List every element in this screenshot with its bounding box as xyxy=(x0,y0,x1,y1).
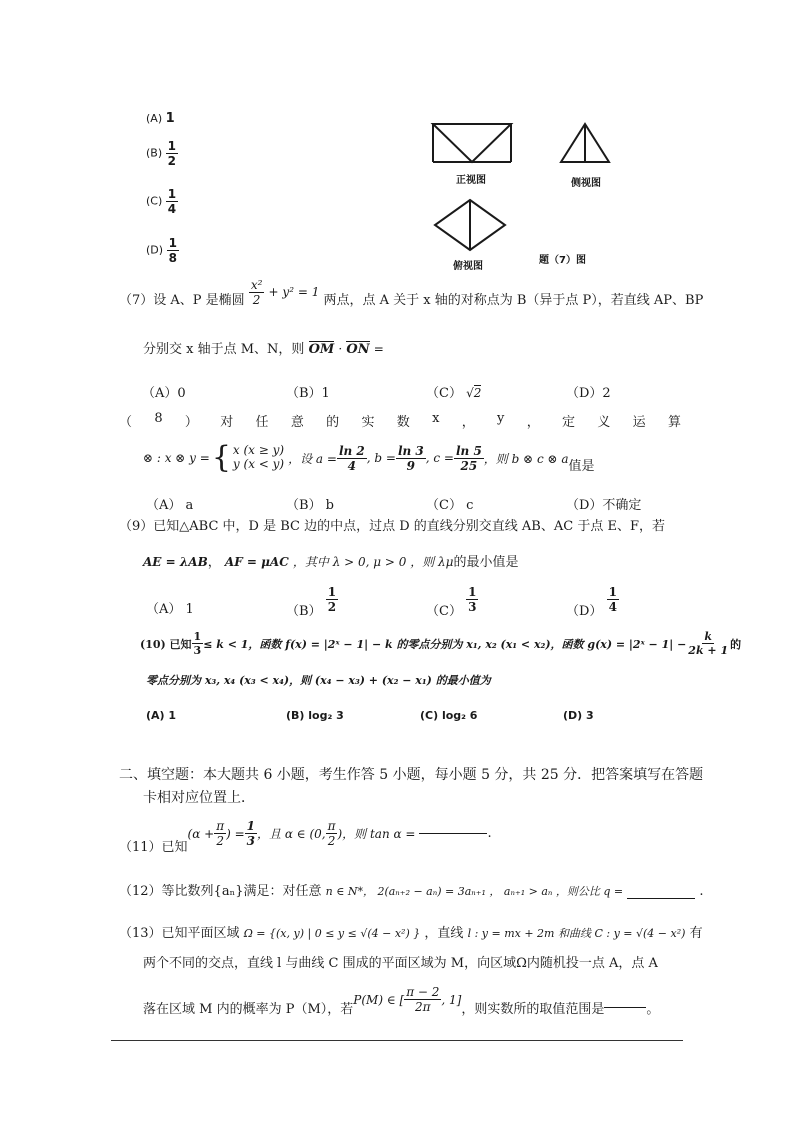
ellipse-rest: + y² = 1 xyxy=(268,285,320,299)
question-13-line3: 落在区域 M 内的概率为 P（M），若 P(M) ∈ [ $\frac{\pi - 2}{2\pi}$ , 1] ，则实数所的取值范围是 。 xyxy=(143,985,660,1017)
q8-option-d: （D）不确定 xyxy=(566,498,642,513)
omega-region: Ω = {(x, y) | 0 ≤ y ≤ √(4 − x²) } xyxy=(243,927,421,940)
question-12: （12）等比数列{aₙ}满足：对任意 n ∈ N*， 2(aₙ₊₂ − aₙ) = 3aₙ₊₁ ， aₙ₊₁ > aₙ ，则公比 q = . xyxy=(119,884,704,899)
question-7-line2 xyxy=(143,338,384,357)
q6-option-c xyxy=(146,188,178,215)
q10-option-c: (C) log₂ 6 xyxy=(420,709,478,722)
q7-line2-prefix: 分别交 x 轴于点 M、N，则 xyxy=(143,342,305,357)
option-label: (C) xyxy=(146,194,163,208)
option-label: (B) xyxy=(146,146,163,160)
left-brace: { xyxy=(211,440,231,475)
section-2-heading: 二、填空题：本大题共 6 小题，考生作答 5 小题，每小题 5 分，共 25 分．把答案填写在答题 xyxy=(119,767,704,783)
footer-rule xyxy=(111,1040,683,1041)
c-fraction: $\frac{\ln 5}{25}$ xyxy=(455,443,482,473)
q8-option-c: （C） c xyxy=(426,498,474,513)
vector-on: ON xyxy=(346,342,370,357)
question-8-stem: （ 8 ） 对 任 意 的 实 数 x ， y ， 定 义 运 算 xyxy=(119,411,681,430)
top-view-shape xyxy=(435,200,505,250)
question-13-line2: 两个不同的交点，直线 l 与曲线 C 围成的平面区域为 M，向区域Ω内随机投一点 A，点 A xyxy=(143,956,658,971)
question-9-line1: （9）已知△ABC 中，D 是 BC 边的中点，过点 D 的直线分别交直线 AB、AC 于点 E、F，若 xyxy=(119,519,665,534)
front-view-label: 正视图 xyxy=(456,175,486,186)
one-third: $\frac{1}{3}$ xyxy=(246,819,256,848)
figure-caption: 题（7）图 xyxy=(539,255,586,266)
option-fraction: $\frac{1}{4}$ xyxy=(608,585,617,614)
operator-definition: ⊗ : x ⊗ y = xyxy=(143,451,210,465)
q7-option-d: （D）2 xyxy=(566,386,611,401)
piecewise-cases: x (x ≥ y) y (x < y) xyxy=(232,443,285,471)
equals-sign: = xyxy=(373,342,384,356)
q9-option-a: （A） 1 xyxy=(146,602,194,617)
q6-option-d xyxy=(146,237,179,264)
sqrt-value: 2 xyxy=(473,386,482,400)
q6-option-b xyxy=(146,140,178,167)
option-fraction: $\frac{1}{2}$ xyxy=(167,139,176,168)
q9-option-b: （B） $\frac{1}{2}$ xyxy=(286,585,337,619)
b-fraction: $\frac{\ln 3}{9}$ xyxy=(397,443,424,473)
side-view-label: 侧视图 xyxy=(571,178,601,189)
section-2-heading-line2: 卡相对应位置上． xyxy=(143,790,255,806)
option-fraction: $\frac{1}{8}$ xyxy=(168,236,177,265)
option-label: (D) xyxy=(146,243,164,257)
question-7 xyxy=(119,278,704,314)
q10-option-b: (B) log₂ 3 xyxy=(286,709,344,722)
question-11: （11）已知 (α + $\frac{\pi}{2}$ ) = $\frac{1}{3}$ ，且 α ∈ (0, $\frac{\pi}{2}$ )，则 tan α = . xyxy=(119,819,492,855)
option-fraction: $\frac{1}{2}$ xyxy=(327,585,337,614)
dot-operator: · xyxy=(338,342,343,356)
option-fraction: $\frac{1}{3}$ xyxy=(468,585,477,614)
side-view-shape xyxy=(561,124,609,162)
ae-relation: AE = λAB xyxy=(143,555,208,569)
question-9-line2: AE = λAB， AF = μAC ，其中 λ > 0, μ > 0 ，则 λμ的最小值是 xyxy=(143,555,519,570)
answer-blank[interactable] xyxy=(419,833,487,834)
top-view-label: 俯视图 xyxy=(453,261,483,272)
q7-option-c: （C） √2 xyxy=(426,386,482,401)
k-lower-fraction: $\frac{1}{3}$ xyxy=(193,630,202,657)
q8-option-a: （A） a xyxy=(146,498,194,513)
q7-option-a: （A）0 xyxy=(142,386,186,401)
sqrt-sign: √ xyxy=(466,386,474,400)
q9-option-d: （D） $\frac{1}{4}$ xyxy=(566,585,617,619)
option-fraction: $\frac{1}{4}$ xyxy=(167,187,177,216)
question-10-line1: (10) 已知 $\frac{1}{3}$ ≤ k < 1，函数 f(x) = |2ˣ − 1| − k 的零点分别为 x₁, x₂ (x₁ < x₂)，函数 g(x) = |2ˣ − 1| − $\frac{k}{2k + 1}$ 的 xyxy=(140,630,742,657)
pi-over-2-upper: $\frac{\pi}{2}$ xyxy=(327,819,336,848)
option-label: (A) xyxy=(146,112,163,125)
pi-over-2: $\frac{\pi}{2}$ xyxy=(216,819,225,848)
answer-blank[interactable] xyxy=(604,1007,646,1008)
g-fraction: $\frac{k}{2k + 1}$ xyxy=(688,630,729,657)
vector-om: OM xyxy=(308,342,335,357)
a-fraction: $\frac{\ln 2}{4}$ xyxy=(338,443,365,473)
q9-option-c: （C） $\frac{1}{3}$ xyxy=(426,585,477,619)
front-view-shape xyxy=(433,124,511,162)
line-and-curve: l : y = mx + 2m 和曲线 C : y = √(4 − x²) xyxy=(467,927,686,940)
q10-option-d: (D) 3 xyxy=(563,709,594,722)
question-8-definition: ⊗ : x ⊗ y = { x (x ≥ y) y (x < y) ，设 a = $\frac{\ln 2}{4}$ , b = $\frac{\ln 3}{9}$ , c = $\frac{\ln 5}{25}$ ，则 b ⊗ c ⊗ a 值是 xyxy=(143,440,595,475)
ellipse-fraction: $\frac{\text{x²}}{2}$ xyxy=(250,278,263,307)
af-relation: AF = μAC xyxy=(224,555,289,569)
q6-option-a xyxy=(146,111,175,126)
probability-fraction: $\frac{\pi - 2}{2\pi}$ xyxy=(406,985,440,1014)
option-value: 1 xyxy=(165,111,175,126)
q8-option-b: （B） b xyxy=(286,498,335,513)
answer-blank[interactable] xyxy=(627,898,695,899)
q7-mid: 两点，点 A 关于 x 轴的对称点为 B（异于点 P），若直线 AP、BP xyxy=(323,293,704,308)
q7-option-b: （B）1 xyxy=(286,386,330,401)
q7-prefix: （7）设 A、P 是椭圆 xyxy=(119,293,245,308)
question-13-line1: （13）已知平面区域 Ω = {(x, y) | 0 ≤ y ≤ √(4 − x²) } ，直线 l : y = mx + 2m 和曲线 C : y = √(4 − x²) 有 xyxy=(119,926,703,941)
q8-tail: 值是 xyxy=(568,458,595,474)
q10-option-a: (A) 1 xyxy=(146,709,177,722)
question-10-line2: 零点分别为 x₃, x₄ (x₃ < x₄)，则 (x₄ − x₃) + (x₂ − x₁) 的最小值为 xyxy=(146,674,491,687)
